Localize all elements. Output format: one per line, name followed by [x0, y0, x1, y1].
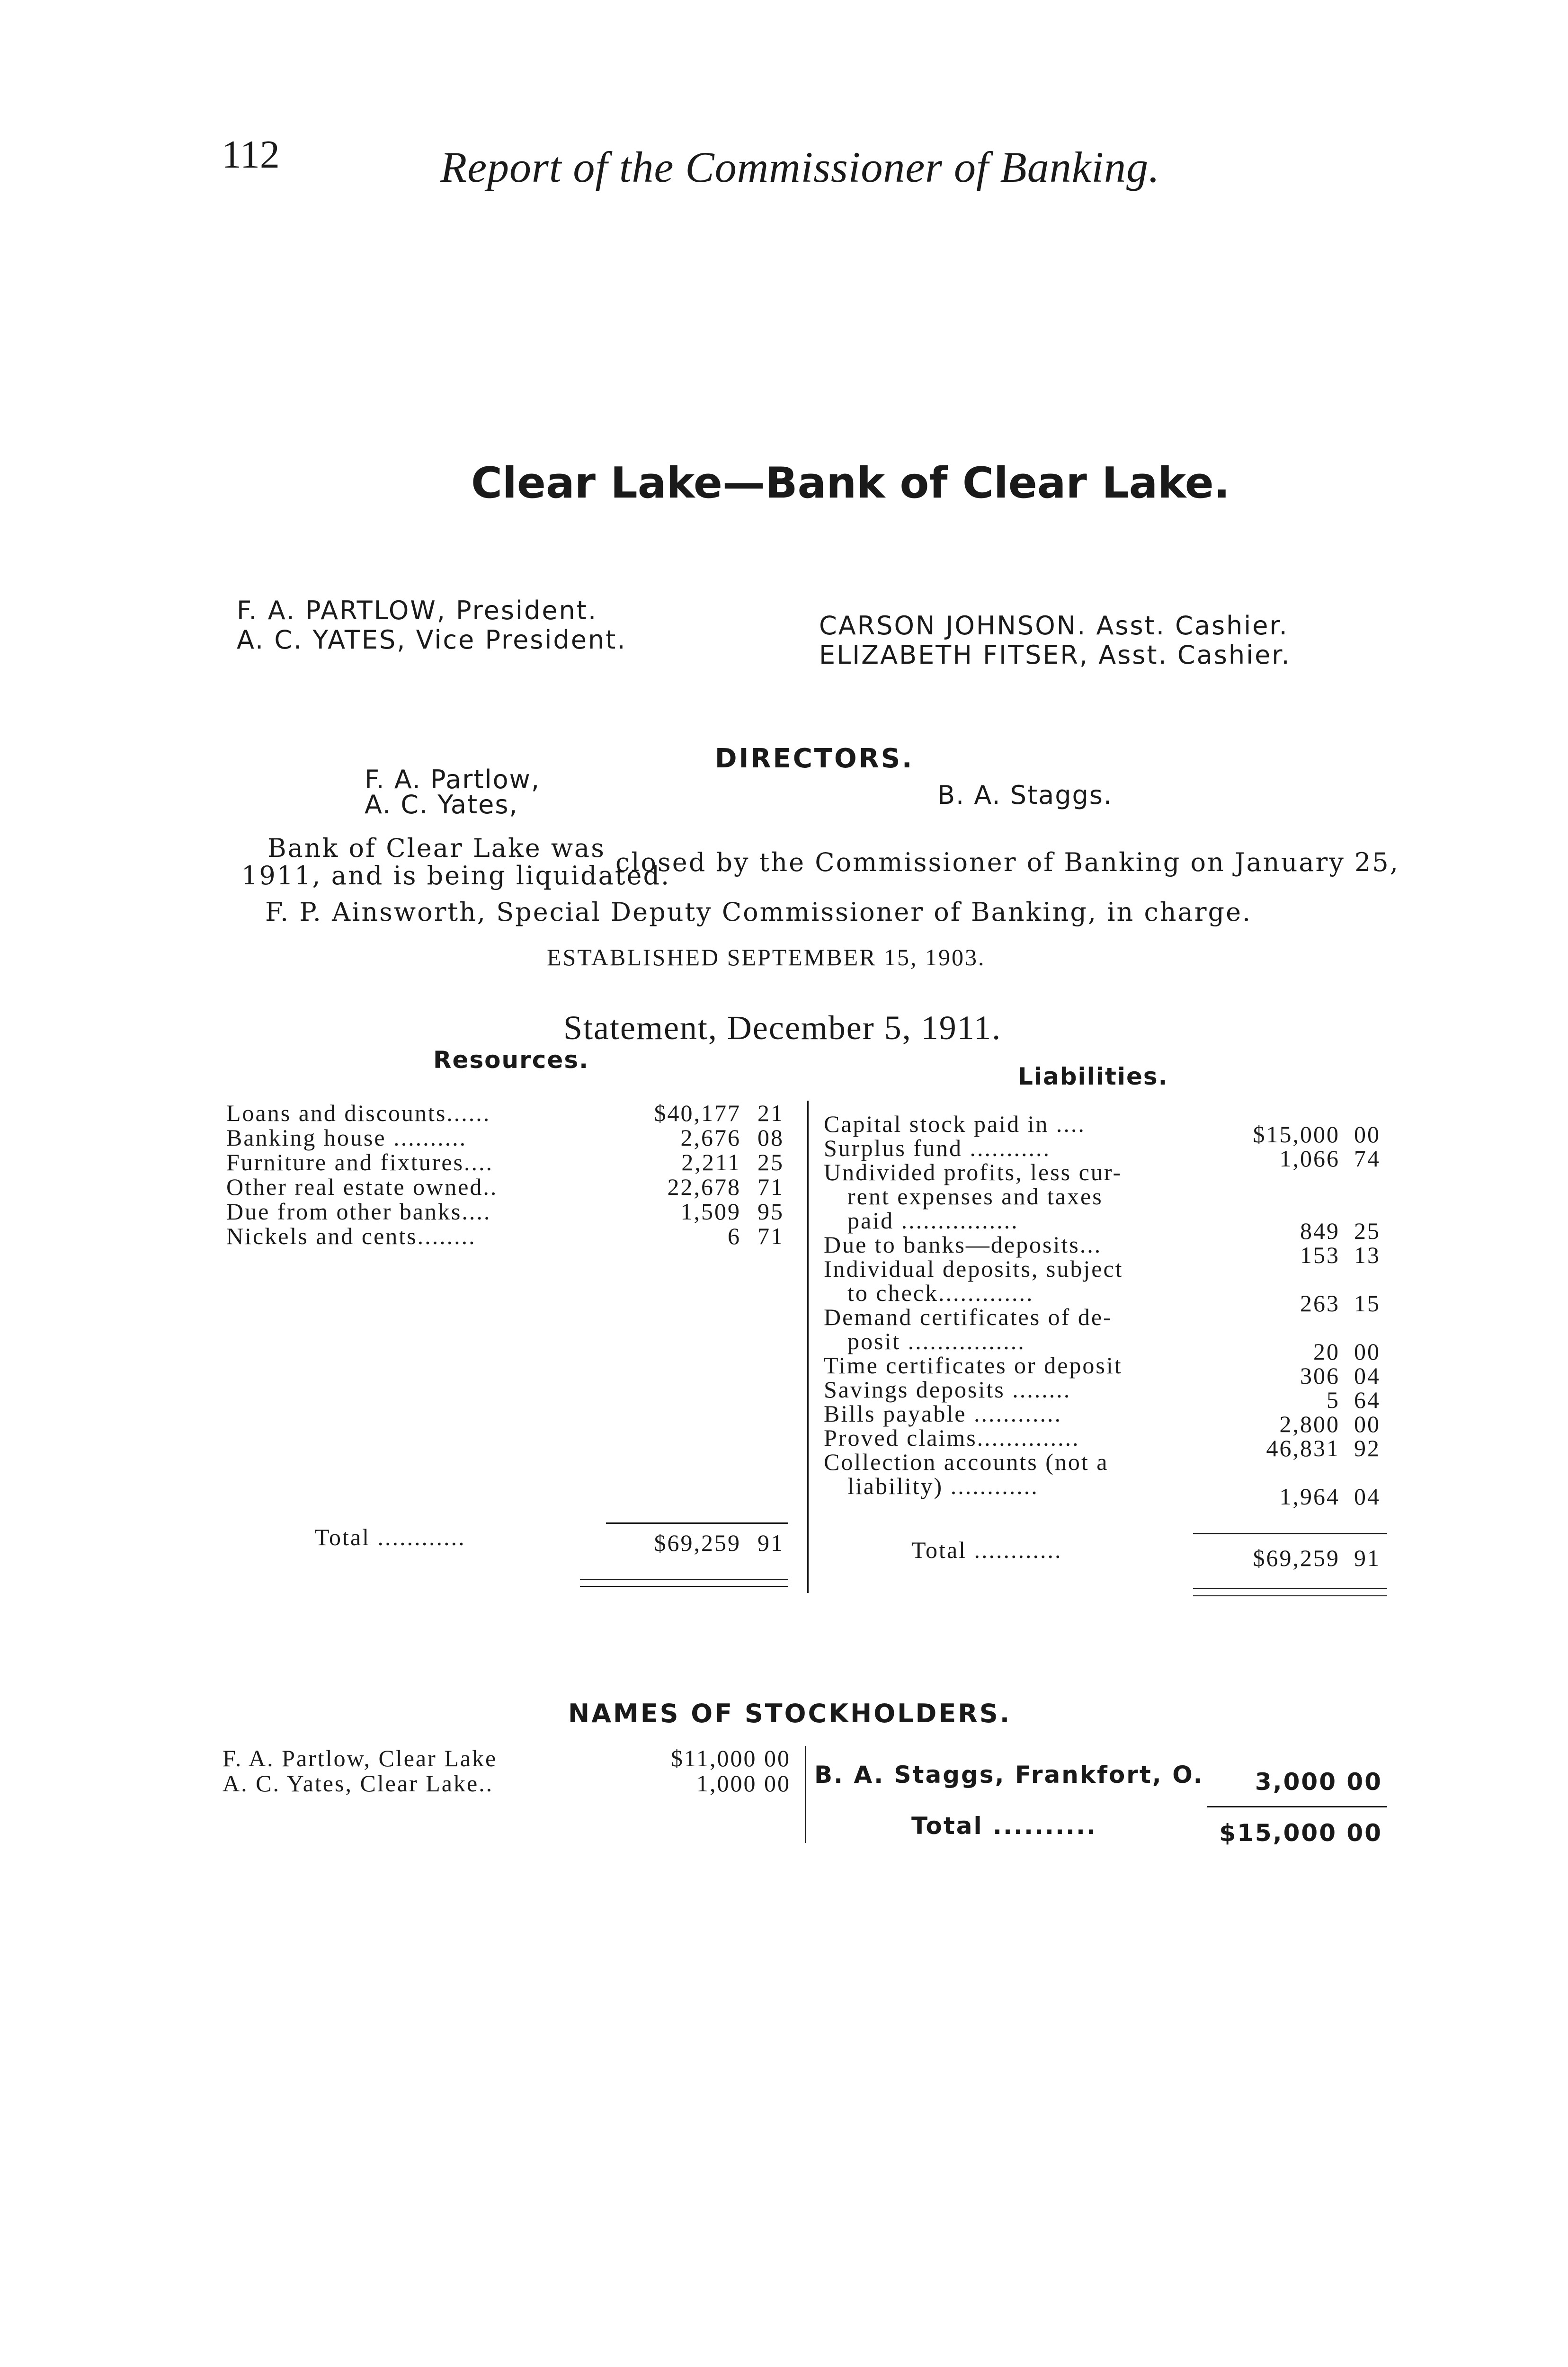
resources-total-cents: 91 [757, 1530, 784, 1556]
stockholder-amount: 1,000 00 [696, 1770, 791, 1797]
column-divider [807, 1101, 809, 1593]
liability-cents: 00 [1354, 1338, 1381, 1365]
resource-label: Other real estate owned.. [226, 1174, 498, 1200]
liability-dollars: 1,964 [1279, 1483, 1340, 1510]
resource-label: Nickels and cents........ [226, 1223, 476, 1249]
liability-cents: 15 [1354, 1290, 1381, 1317]
liability-dollars: 153 [1300, 1242, 1340, 1268]
resource-dollars: $40,177 [654, 1100, 741, 1126]
liabilities-total-cents: 91 [1354, 1545, 1381, 1571]
resource-label: Loans and discounts...... [226, 1100, 491, 1126]
resource-dollars: 2,676 [680, 1124, 741, 1151]
liability-cents: 04 [1354, 1362, 1381, 1389]
liability-dollars: 20 [1313, 1338, 1340, 1365]
liability-label: to check............. [847, 1280, 1034, 1306]
liabilities-total-rule [1193, 1533, 1387, 1534]
statement-title: Statement, December 5, 1911. [563, 1009, 1002, 1047]
liabilities-double-rule [1193, 1588, 1387, 1589]
liability-label: Demand certificates of de- [824, 1304, 1113, 1330]
officer-president: F. A. PARTLOW, President. [237, 596, 598, 625]
director-item: F. A. Partlow, [365, 765, 541, 794]
liability-dollars: 306 [1300, 1362, 1340, 1389]
liability-cents: 04 [1354, 1483, 1381, 1510]
liability-dollars: 5 [1327, 1387, 1340, 1413]
liability-dollars: 2,800 [1279, 1411, 1340, 1437]
stockholder-amount: $11,000 00 [670, 1745, 791, 1771]
stockholder-name: A. C. Yates, Clear Lake.. [223, 1770, 494, 1797]
resource-cents: 25 [757, 1149, 784, 1175]
director-item: B. A. Staggs. [937, 780, 1113, 810]
resource-cents: 08 [757, 1124, 784, 1151]
closure-note-line1: Bank of Clear Lake was [267, 833, 606, 863]
closure-note-line1-cont: closed by the Commissioner of Banking on January 25, [615, 847, 1399, 877]
liability-dollars: 46,831 [1266, 1435, 1340, 1461]
stockholder-name: B. A. Staggs, Frankfort, O. [814, 1761, 1204, 1789]
liability-label: liability) ............ [847, 1473, 1039, 1499]
liabilities-heading: Liabilities. [1018, 1063, 1168, 1090]
liability-label: Collection accounts (not a [824, 1449, 1109, 1475]
resources-total-label: Total ............ [315, 1524, 466, 1550]
bank-title: Clear Lake—Bank of Clear Lake. [471, 458, 1230, 508]
director-item: A. C. Yates, [365, 790, 518, 819]
liability-label: Capital stock paid in .... [824, 1111, 1086, 1137]
liabilities-double-rule [1193, 1595, 1387, 1596]
stockholder-amount: 3,000 00 [1255, 1768, 1382, 1796]
liability-cents: 13 [1354, 1242, 1381, 1268]
liability-cents: 00 [1354, 1121, 1381, 1148]
resource-dollars: 6 [728, 1223, 741, 1249]
resources-double-rule [580, 1586, 788, 1587]
liability-label: Savings deposits ........ [824, 1376, 1071, 1403]
established-date: ESTABLISHED SEPTEMBER 15, 1903. [547, 944, 986, 970]
resources-double-rule [580, 1579, 788, 1580]
liability-label: posit ................ [847, 1328, 1025, 1354]
liability-label: Proved claims.............. [824, 1424, 1080, 1451]
resources-heading: Resources. [433, 1046, 589, 1074]
officer-vice-president: A. C. YATES, Vice President. [237, 625, 627, 655]
liability-cents: 00 [1354, 1411, 1381, 1437]
liability-dollars: 849 [1300, 1218, 1340, 1244]
resources-total-dollars: $69,259 [654, 1530, 741, 1556]
liability-label: Surplus fund ........... [824, 1135, 1051, 1161]
stockholders-total-label: Total .......... [911, 1812, 1097, 1840]
page-number: 112 [222, 133, 280, 177]
resource-cents: 71 [757, 1223, 784, 1249]
liability-label: Undivided profits, less cur- [824, 1159, 1123, 1185]
resource-dollars: 1,509 [680, 1198, 741, 1225]
liability-label: rent expenses and taxes [847, 1183, 1103, 1210]
liabilities-total-dollars: $69,259 [1253, 1545, 1340, 1571]
deputy-in-charge-note: F. P. Ainsworth, Special Deputy Commissioner of Banking, in charge. [265, 897, 1252, 927]
liability-label: Individual deposits, subject [824, 1255, 1123, 1282]
resources-total-rule [606, 1522, 788, 1524]
resource-label: Banking house .......... [226, 1124, 467, 1151]
liability-cents: 64 [1354, 1387, 1381, 1413]
liability-dollars: $15,000 [1253, 1121, 1340, 1148]
liability-label: Bills payable ............ [824, 1400, 1062, 1427]
liability-cents: 25 [1354, 1218, 1381, 1244]
liabilities-total-label: Total ............ [911, 1537, 1062, 1563]
liability-cents: 92 [1354, 1435, 1381, 1461]
liability-dollars: 263 [1300, 1290, 1340, 1317]
resource-cents: 71 [757, 1174, 784, 1200]
stockholders-total-rule [1207, 1806, 1387, 1807]
stockholders-divider [805, 1746, 806, 1843]
officer-asst-cashier-1: CARSON JOHNSON. Asst. Cashier. [819, 611, 1289, 641]
liability-label: paid ................ [847, 1207, 1019, 1234]
closure-note-line2: 1911, and is being liquidated. [241, 861, 671, 890]
running-title: Report of the Commissioner of Banking. [440, 143, 1160, 191]
resource-dollars: 2,211 [681, 1149, 741, 1175]
officer-asst-cashier-2: ELIZABETH FITSER, Asst. Cashier. [819, 640, 1291, 670]
directors-heading: DIRECTORS. [715, 743, 914, 774]
resource-label: Due from other banks.... [226, 1198, 491, 1225]
liability-label: Due to banks—deposits... [824, 1231, 1102, 1258]
resource-label: Furniture and fixtures.... [226, 1149, 494, 1175]
resource-cents: 95 [757, 1198, 784, 1225]
resource-cents: 21 [757, 1100, 784, 1126]
stockholder-name: F. A. Partlow, Clear Lake [223, 1745, 498, 1771]
stockholders-heading: NAMES OF STOCKHOLDERS. [568, 1699, 1012, 1728]
liability-cents: 74 [1354, 1145, 1381, 1172]
liability-dollars: 1,066 [1279, 1145, 1340, 1172]
resource-dollars: 22,678 [667, 1174, 741, 1200]
stockholders-total-amount: $15,000 00 [1219, 1819, 1382, 1847]
liability-label: Time certificates or deposit [824, 1352, 1123, 1379]
